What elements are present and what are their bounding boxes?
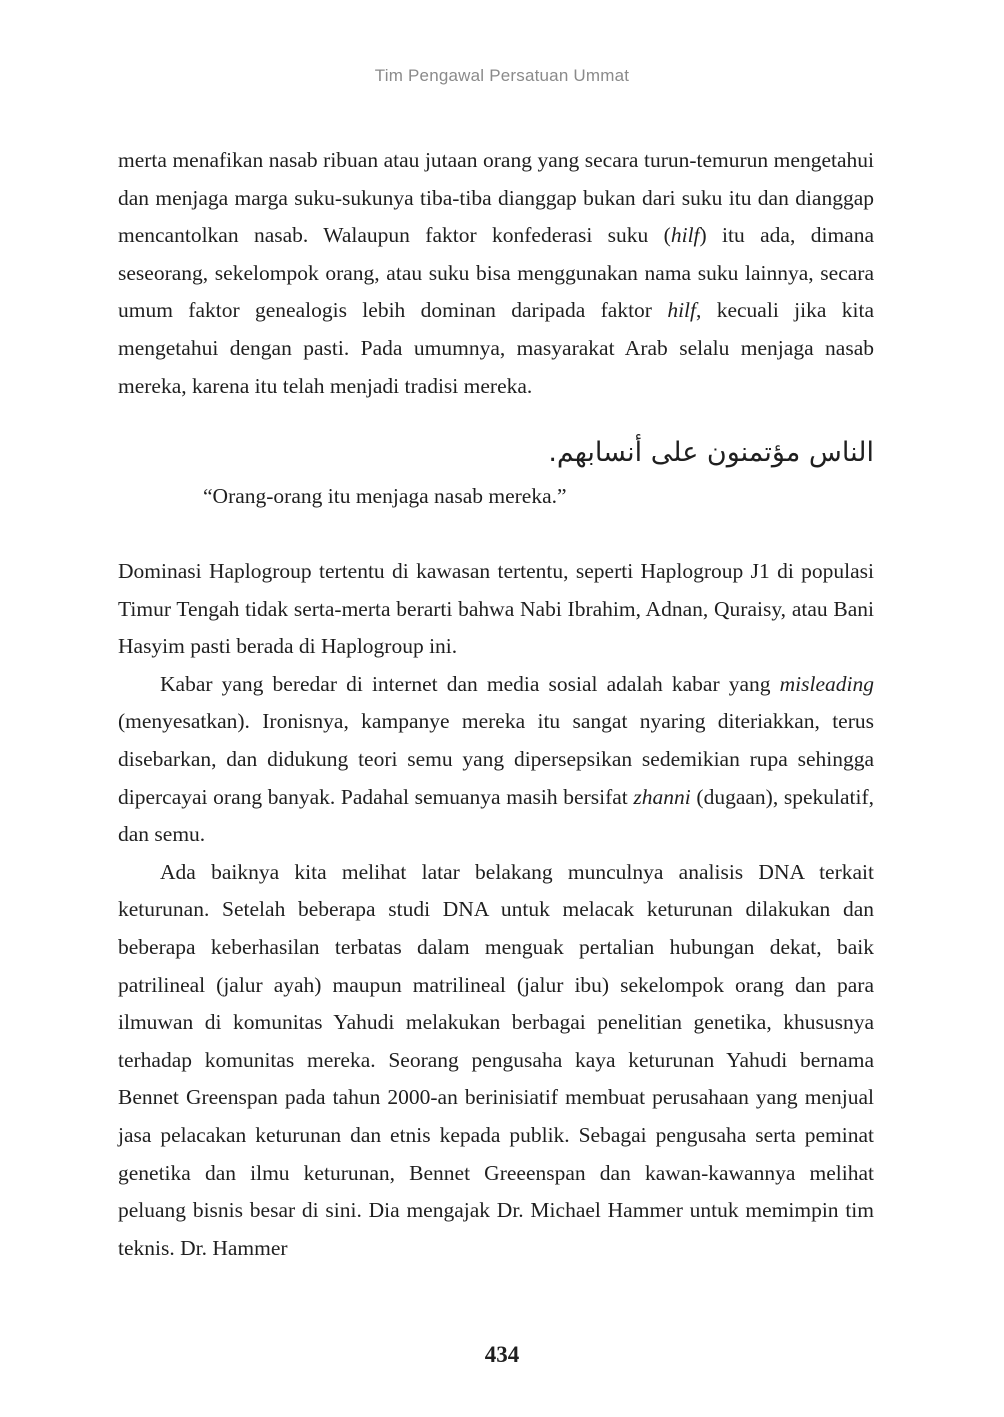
paragraph-text: , kecuali jika kita mengetahui dengan pasti. Pada umumnya, masyarakat Arab selalu menjaga nasab mereka, karena itu telah menjadi tradisi mereka. xyxy=(118,298,874,398)
paragraph-text: ) itu ada, dimana seseorang, sekelompok orang, atau suku bisa menggunakan nama suku lainnya, secara umum faktor genealogis lebih dominan daripada faktor xyxy=(118,223,875,323)
italic-term: hilf xyxy=(667,298,696,323)
paragraph-text: merta menafikan nasab ribuan atau jutaan orang yang secara turun-temurun mengetahui dan menjaga marga suku-sukunya tiba-tiba dianggap bukan dari suku itu dan dianggap mencantolkan nasab. Walaupun faktor konfederasi suku ( xyxy=(118,148,874,248)
quote-translation: “Orang-orang itu menjaga nasab mereka.” xyxy=(203,484,567,508)
paragraph-text: Kabar yang beredar di internet dan media sosial adalah kabar yang xyxy=(160,671,780,696)
paragraph-dna-history: Ada baiknya kita melihat latar belakang munculnya analisis DNA terkait keturunan. Setelah beberapa studi DNA untuk melacak keturunan dilakukan dan beberapa keberhasilan terbatas dalam menguak pertalian hubungan dekat, baik patrilineal (jalur ayah) maupun matrilineal (jalur ibu) sekelompok orang dan para ilmuwan di komunitas Yahudi melakukan berbagai penelitian genetika, khususnya terhadap komunitas mereka. Seorang pengusaha kaya keturunan Yahudi bernama Bennet Greenspan pada tahun 2000-an berinisiatif membuat perusahaan yang menjual jasa pelacakan keturunan dan etnis kepada publik. Sebagai pengusaha serta peminat genetika dan ilmu keturunan, Bennet Greeenspan dan kawan-kawannya melihat peluang bisnis besar di sini. Dia mengajak Dr. Michael Hammer untuk memimpin tim teknis. Dr. Hammer xyxy=(118,859,874,1260)
body-text-bottom xyxy=(118,553,874,1267)
arabic-quote: الناس مؤتمنون على أنسابهم. xyxy=(548,437,874,468)
paragraph-text: (dugaan), spekulatif, dan semu. xyxy=(118,784,875,847)
paragraph-text: (menyesatkan). Ironisnya, kampanye mereka itu sangat nyaring diteriakkan, terus disebarkan, dan didukung teori semu yang dipersepsikan sedemikian rupa sehingga dipercayai orang banyak. Padahal semuanya masih bersifat xyxy=(118,709,874,809)
page-number: 434 xyxy=(484,1342,520,1367)
italic-term: zhanni xyxy=(633,784,691,809)
paragraph-haplogroup: Dominasi Haplogroup tertentu di kawasan tertentu, seperti Haplogroup J1 di populasi Timur Tengah tidak serta-merta berarti bahwa Nabi Ibrahim, Adnan, Quraisy, atau Bani Hasyim pasti berada di Haplogroup ini. xyxy=(118,559,874,659)
body-text-top xyxy=(118,142,874,405)
italic-term: hilf xyxy=(670,223,700,248)
italic-term: misleading xyxy=(779,671,874,696)
paragraph-misleading xyxy=(118,666,874,854)
paragraph-nasab xyxy=(118,142,874,405)
running-header: Tim Pengawal Persatuan Ummat xyxy=(374,66,630,85)
